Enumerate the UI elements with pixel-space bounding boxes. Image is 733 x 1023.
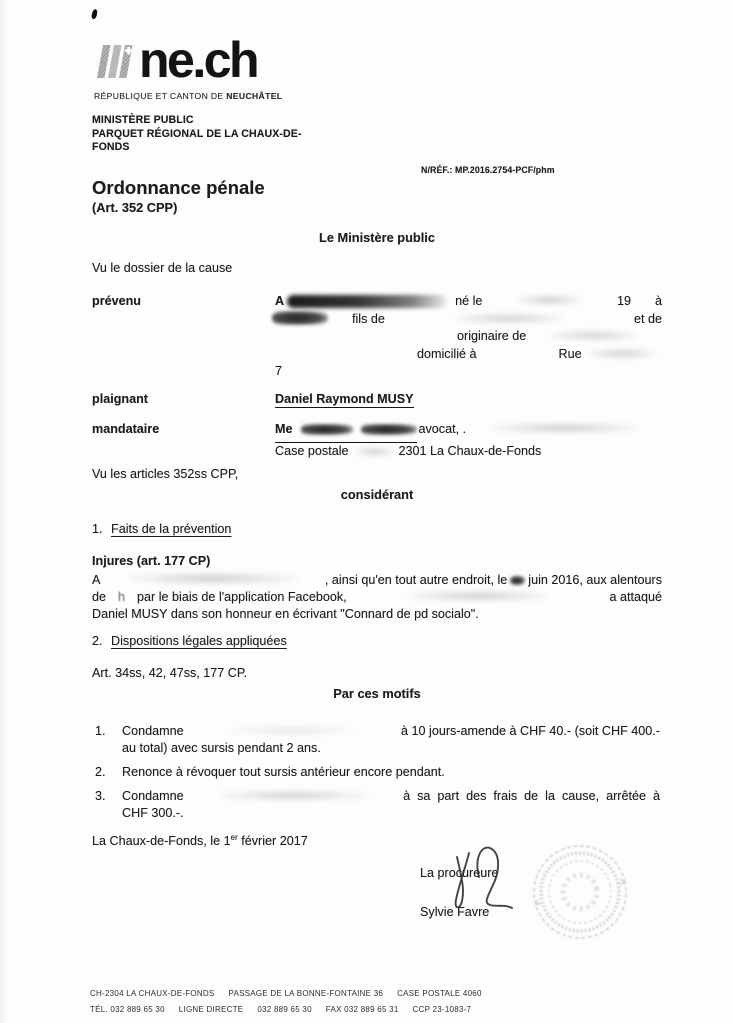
ruling-item-3 (95, 788, 660, 823)
footer-fax: FAX 032 889 65 31 (325, 1005, 399, 1014)
rulings-list (95, 723, 660, 829)
mandataire-avocat: avocat, . (418, 422, 467, 436)
redaction-smudge (454, 314, 564, 323)
facts-line-3: Daniel MUSY dans son honneur en écrivant "Connard de pd socialo". (92, 607, 479, 622)
footer-line-1 (90, 986, 496, 1002)
prevenu-ne-le: né le (455, 294, 483, 308)
redacted-gap (184, 791, 403, 800)
prevenu-row (92, 293, 662, 381)
ruling-body (122, 764, 660, 782)
document-title-article: (Art. 352 CPP) (92, 200, 178, 215)
redaction-smudge (287, 295, 447, 308)
official-stamp-icon (521, 839, 641, 951)
section-1-number: 1. (92, 522, 103, 536)
ruling-text: Condamne (122, 789, 184, 804)
ruling-item-1 (95, 723, 660, 758)
vu-articles-line: Vu les articles 352ss CPP, (92, 467, 239, 481)
prevenu-line-4 (275, 346, 662, 364)
scan-speck (91, 9, 98, 20)
mandataire-line-1 (275, 421, 662, 443)
footer-tel: TÉL. 032 889 65 30 (90, 1005, 165, 1014)
ruling-body (122, 788, 660, 823)
prevenu-line-5 (275, 363, 662, 381)
redacted-gap (184, 726, 401, 735)
facts-paragraph (92, 572, 662, 624)
office-line: PARQUET RÉGIONAL DE LA CHAUX-DE- (92, 127, 302, 140)
ruling-text: Condamne (122, 724, 184, 738)
date-prefix: La Chaux-de-Fonds, le 1 (92, 834, 231, 848)
legal-articles-line: Art. 34ss, 42, 47ss, 177 CP. (92, 666, 248, 680)
date-ordinal: er (230, 832, 238, 842)
facts-text: par le biais de l'application Facebook, (137, 590, 347, 605)
prevenu-street-number: 7 (275, 364, 283, 378)
footer-line-2 (90, 1002, 496, 1018)
prevenu-year: 19 (616, 294, 631, 308)
signature-role: La procureure (420, 866, 499, 880)
canton-subtitle (94, 91, 282, 101)
facts-redacted-hour: h (118, 590, 126, 605)
plaignant-label: plaignant (92, 392, 148, 406)
redacted-gap (526, 331, 662, 340)
facts-text: A (92, 573, 101, 587)
redaction-smudge (549, 331, 639, 340)
date-line (92, 833, 308, 851)
footer-ligne-directe: LIGNE DIRECTE (178, 1005, 244, 1014)
footer-ligne-directe-number: 032 889 65 30 (257, 1005, 312, 1014)
date-suffix: février 2017 (237, 834, 308, 848)
redaction-smudge (518, 295, 582, 305)
redaction-smudge (587, 349, 657, 358)
section-2-number: 2. (92, 634, 103, 648)
ruling-text: à sa part des frais de la cause, arrêtée à (403, 789, 660, 804)
redacted-gap (100, 573, 325, 584)
ruling-number: 3. (95, 789, 106, 804)
ruling-line: au total) avec sursis pendant 2 ans. (122, 741, 321, 756)
mandataire-label: mandataire (92, 422, 160, 436)
redaction-smudge (361, 424, 417, 435)
prevenu-label: prévenu (92, 294, 141, 308)
footer-address: CH-2304 LA CHAUX-DE-FONDS (90, 989, 215, 998)
prevenu-domicilie: domicilié à (417, 346, 477, 361)
intro-line: Vu le dossier de la cause (92, 261, 233, 275)
redaction-smudge (227, 726, 357, 735)
redacted-gap (385, 314, 634, 323)
ruling-number: 1. (95, 724, 106, 738)
redacted-gap (482, 295, 617, 305)
ruling-line (122, 788, 660, 805)
motifs-heading: Par ces motifs (333, 686, 421, 701)
section-1-title: Faits de la prévention (111, 522, 232, 536)
ruling-item-2 (95, 764, 660, 782)
section-1-heading (92, 521, 231, 539)
section-2-heading (92, 633, 287, 651)
office-line: FONDS (92, 141, 130, 153)
prevenu-line-1 (275, 293, 662, 311)
mandataire-row (92, 421, 662, 460)
prevenu-originaire: originaire de (457, 329, 527, 343)
redaction-smudge (301, 424, 353, 435)
prevenu-value (275, 293, 662, 381)
office-line: MINISTÈRE PUBLIC (92, 114, 194, 126)
plaignant-row (92, 391, 662, 409)
mandataire-me: Me (275, 422, 293, 436)
facts-line-1 (92, 572, 662, 589)
neuchatel-logo-icon (97, 44, 135, 80)
redaction-smudge (510, 576, 525, 585)
mandataire-name-redacted (275, 421, 417, 443)
redaction-smudge (489, 423, 639, 433)
plaignant-name: Daniel Raymond MUSY (275, 392, 414, 406)
facts-text: , ainsi qu'en tout autre endroit, le (324, 573, 508, 587)
prevenu-fils-de: fils de (352, 311, 385, 326)
considerant-heading: considérant (340, 487, 414, 502)
signature-name: Sylvie Favre (420, 905, 490, 919)
redaction-smudge (218, 791, 368, 800)
footer-block (90, 986, 496, 1018)
canton-name: NEUCHÂTEL (226, 91, 283, 101)
prevenu-at: à (654, 294, 662, 308)
prevenu-initial: A (275, 294, 285, 308)
redaction-smudge (272, 311, 328, 325)
mandataire-case-postale: Case postale (275, 443, 349, 458)
redacted-gap (582, 349, 662, 358)
ruling-number: 2. (95, 765, 106, 780)
facts-line-2 (92, 589, 662, 606)
redaction-smudge (408, 591, 548, 601)
ruling-text: à 10 jours-amende à CHF 40.- (soit CHF 400.- (401, 724, 660, 738)
canton-prefix: RÉPUBLIQUE ET CANTON DE (94, 91, 227, 101)
plaignant-value (275, 391, 662, 409)
redaction-smudge (354, 447, 394, 456)
prevenu-line-3 (275, 328, 662, 346)
mandataire-line-2 (275, 443, 662, 461)
facts-text: a attaqué (609, 590, 662, 605)
ruling-body (122, 723, 660, 758)
prevenu-et-de: et de (633, 311, 662, 326)
logo-brand-text: ne.ch (139, 32, 258, 88)
reference-number: N/RÉF.: MP.2016.2754-PCF/phm (421, 165, 555, 175)
redacted-gap (466, 423, 662, 433)
facts-text: juin 2016, aux alentours (528, 573, 662, 587)
prevenu-rue: Rue (558, 346, 582, 361)
mandataire-city: 2301 La Chaux-de-Fonds (398, 443, 542, 458)
ruling-line: Renonce à révoquer tout sursis antérieur encore pendant. (122, 765, 445, 780)
redaction-smudge (128, 573, 298, 584)
facts-text: de (92, 590, 107, 605)
ruling-line: CHF 300.-. (122, 806, 184, 821)
prevenu-line-2 (275, 311, 662, 329)
ruling-line (122, 723, 660, 740)
scan-edge-shadow (0, 0, 9, 1023)
footer-ccp: CCP 23-1083-7 (412, 1005, 472, 1014)
signature-scrawl-icon (432, 843, 528, 925)
redacted-gap (347, 591, 610, 601)
footer-street: PASSAGE DE LA BONNE-FONTAINE 36 (228, 989, 384, 998)
document-title: Ordonnance pénale (92, 177, 265, 198)
office-block (92, 114, 302, 155)
footer-case-postale: CASE POSTALE 4060 (397, 989, 482, 998)
offense-heading: Injures (art. 177 CP) (92, 554, 211, 568)
section-2-title: Dispositions légales appliquées (111, 634, 287, 648)
authority-heading: Le Ministère public (319, 230, 435, 245)
mandataire-value (275, 421, 662, 460)
